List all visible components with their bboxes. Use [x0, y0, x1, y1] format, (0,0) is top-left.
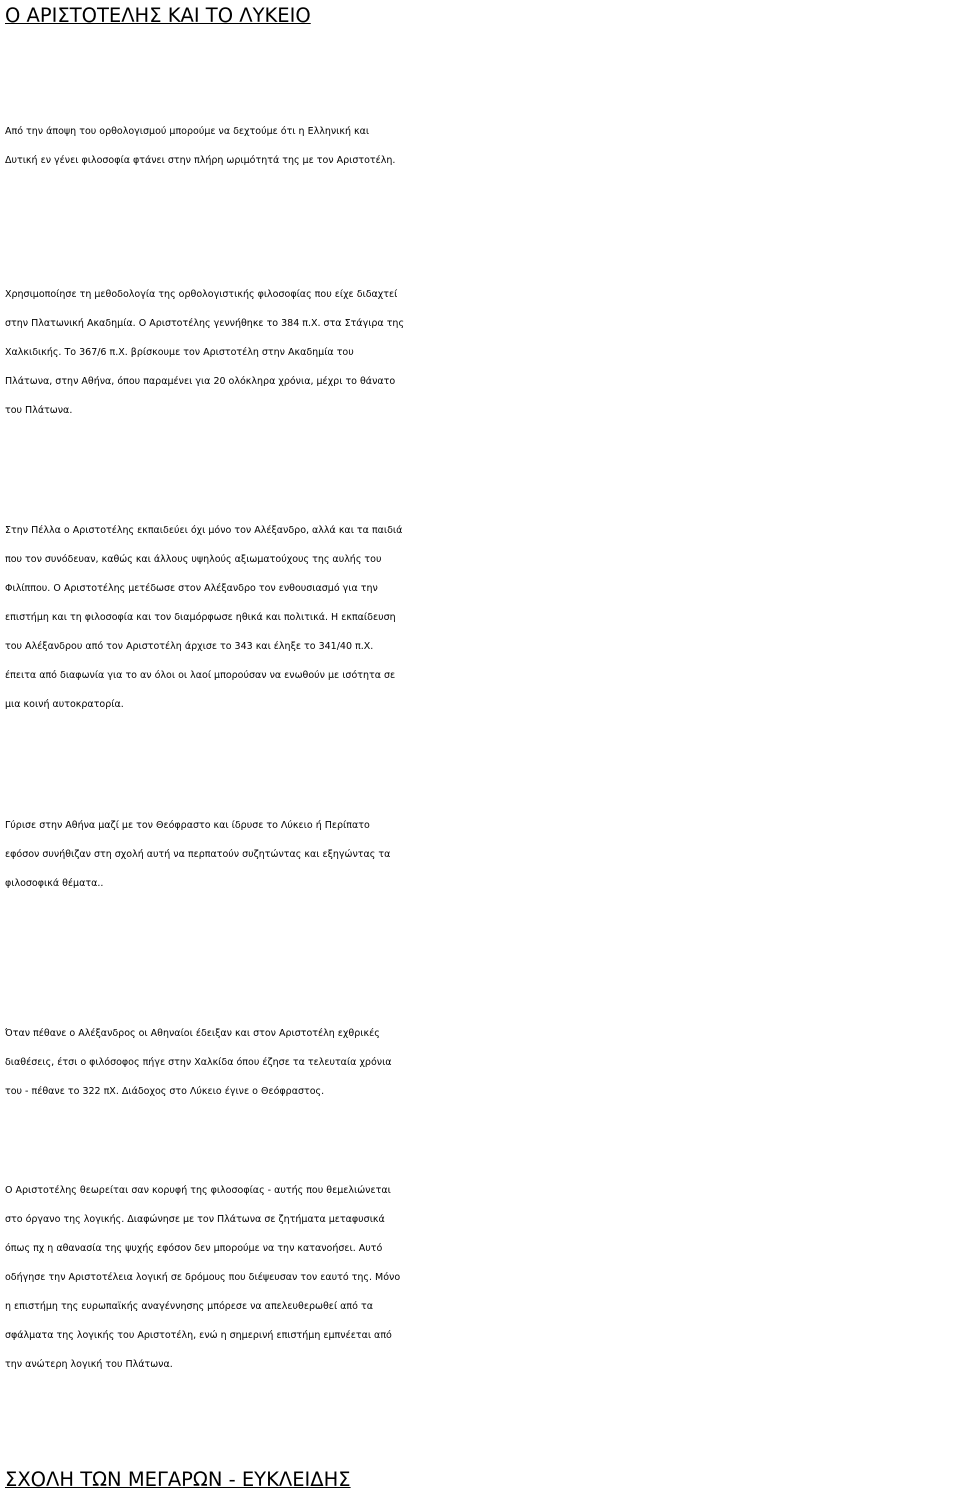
paragraph-line: Στην Πέλλα ο Αριστοτέλης εκπαιδεύει όχι μόνο τον Αλέξανδρο, αλλά και τα παιδιά — [5, 525, 403, 536]
paragraph-line: στο όργανο της λογικής. Διαφώνησε με τον Πλάτωνα σε ζητήματα μεταφυσικά — [5, 1214, 385, 1225]
paragraph-line: Όταν πέθανε ο Αλέξανδρος οι Αθηναίοι έδειξαν και στον Αριστοτέλη εχθρικές — [5, 1028, 380, 1039]
paragraph-line: εφόσον συνήθιζαν στη σχολή αυτή να περπατούν συζητώντας και εξηγώντας τα — [5, 849, 391, 860]
paragraph-line: που τον συνόδευαν, καθώς και άλλους υψηλούς αξιωματούχους της αυλής του — [5, 554, 382, 565]
paragraph-line: έπειτα από διαφωνία για το αν όλοι οι λαοί μπορούσαν να ενωθούν με ισότητα σε — [5, 670, 396, 681]
paragraph-logic — [5, 1176, 960, 1379]
paragraph-pella — [5, 516, 960, 719]
paragraph-line: την ανώτερη λογική του Πλάτωνα. — [5, 1359, 173, 1370]
paragraph-line: σφάλματα της λογικής του Αριστοτέλη, ενώ η σημερινή επιστήμη εμπνέεται από — [5, 1330, 392, 1341]
paragraph-line: Γύρισε στην Αθήνα μαζί με τον Θεόφραστο και ίδρυσε το Λύκειο ή Περίπατο — [5, 820, 370, 831]
paragraph-line: Πλάτωνα, στην Αθήνα, όπου παραμένει για 20 ολόκληρα χρόνια, μέχρι το θάνατο — [5, 376, 396, 387]
paragraph-line: φιλοσοφικά θέματα.. — [5, 878, 104, 889]
paragraph-line: επιστήμη και τη φιλοσοφία και τον διαμόρφωσε ηθικά και πολιτικά. Η εκπαίδευση — [5, 612, 396, 623]
paragraph-line: Χρησιμοποίησε τη μεθοδολογία της ορθολογιστικής φιλοσοφίας που είχε διδαχτεί — [5, 289, 398, 300]
document-title: Ο ΑΡΙΣΤΟΤΕΛΗΣ ΚΑΙ ΤΟ ΛΥΚΕΙΟ — [5, 4, 311, 27]
paragraph-lyceum — [5, 811, 960, 898]
paragraph-line: Φιλίππου. Ο Αριστοτέλης μετέδωσε στον Αλέξανδρο τον ενθουσιασμό για την — [5, 583, 378, 594]
paragraph-rationalism — [5, 117, 960, 175]
paragraph-line: μια κοινή αυτοκρατορία. — [5, 699, 124, 710]
paragraph-line: η επιστήμη της ευρωπαϊκής αναγέννησης μπόρεσε να απελευθερωθεί από τα — [5, 1301, 373, 1312]
paragraph-chalcis — [5, 1019, 960, 1106]
paragraph-line: οδήγησε την Αριστοτέλεια λογική σε δρόμους που διέψευσαν τον εαυτό της. Μόνο — [5, 1272, 401, 1283]
paragraph-line: του - πέθανε το 322 πΧ. Διάδοχος στο Λύκειο έγινε ο Θεόφραστος. — [5, 1086, 325, 1097]
paragraph-line: διαθέσεις, έτσι ο φιλόσοφος πήγε στην Χαλκίδα όπου έζησε τα τελευταία χρόνια — [5, 1057, 392, 1068]
paragraph-academy — [5, 280, 960, 425]
paragraph-line: Ο Αριστοτέλης θεωρείται σαν κορυφή της φιλοσοφίας - αυτής που θεμελιώνεται — [5, 1185, 391, 1196]
document-footer: ΣΧΟΛΗ ΤΩΝ ΜΕΓΑΡΩΝ - ΕΥΚΛΕΙΔΗΣ — [5, 1468, 351, 1491]
paragraph-line: Χαλκιδικής. Το 367/6 π.Χ. βρίσκουμε τον Αριστοτέλη στην Ακαδημία του — [5, 347, 354, 358]
paragraph-line: Δυτική εν γένει φιλοσοφία φτάνει στην πλήρη ωριμότητά της με τον Αριστοτέλη. — [5, 155, 396, 166]
paragraph-line: του Αλέξανδρου από τον Αριστοτέλη άρχισε το 343 και έληξε το 341/40 π.Χ. — [5, 641, 374, 652]
paragraph-line: του Πλάτωνα. — [5, 405, 73, 416]
paragraph-line: στην Πλατωνική Ακαδημία. Ο Αριστοτέλης γεννήθηκε το 384 π.Χ. στα Στάγιρα της — [5, 318, 405, 329]
paragraph-line: όπως πχ η αθανασία της ψυχής εφόσον δεν μπορούμε να την κατανοήσει. Αυτό — [5, 1243, 383, 1254]
paragraph-line: Από την άποψη του ορθολογισμού μπορούμε να δεχτούμε ότι η Ελληνική και — [5, 126, 370, 137]
